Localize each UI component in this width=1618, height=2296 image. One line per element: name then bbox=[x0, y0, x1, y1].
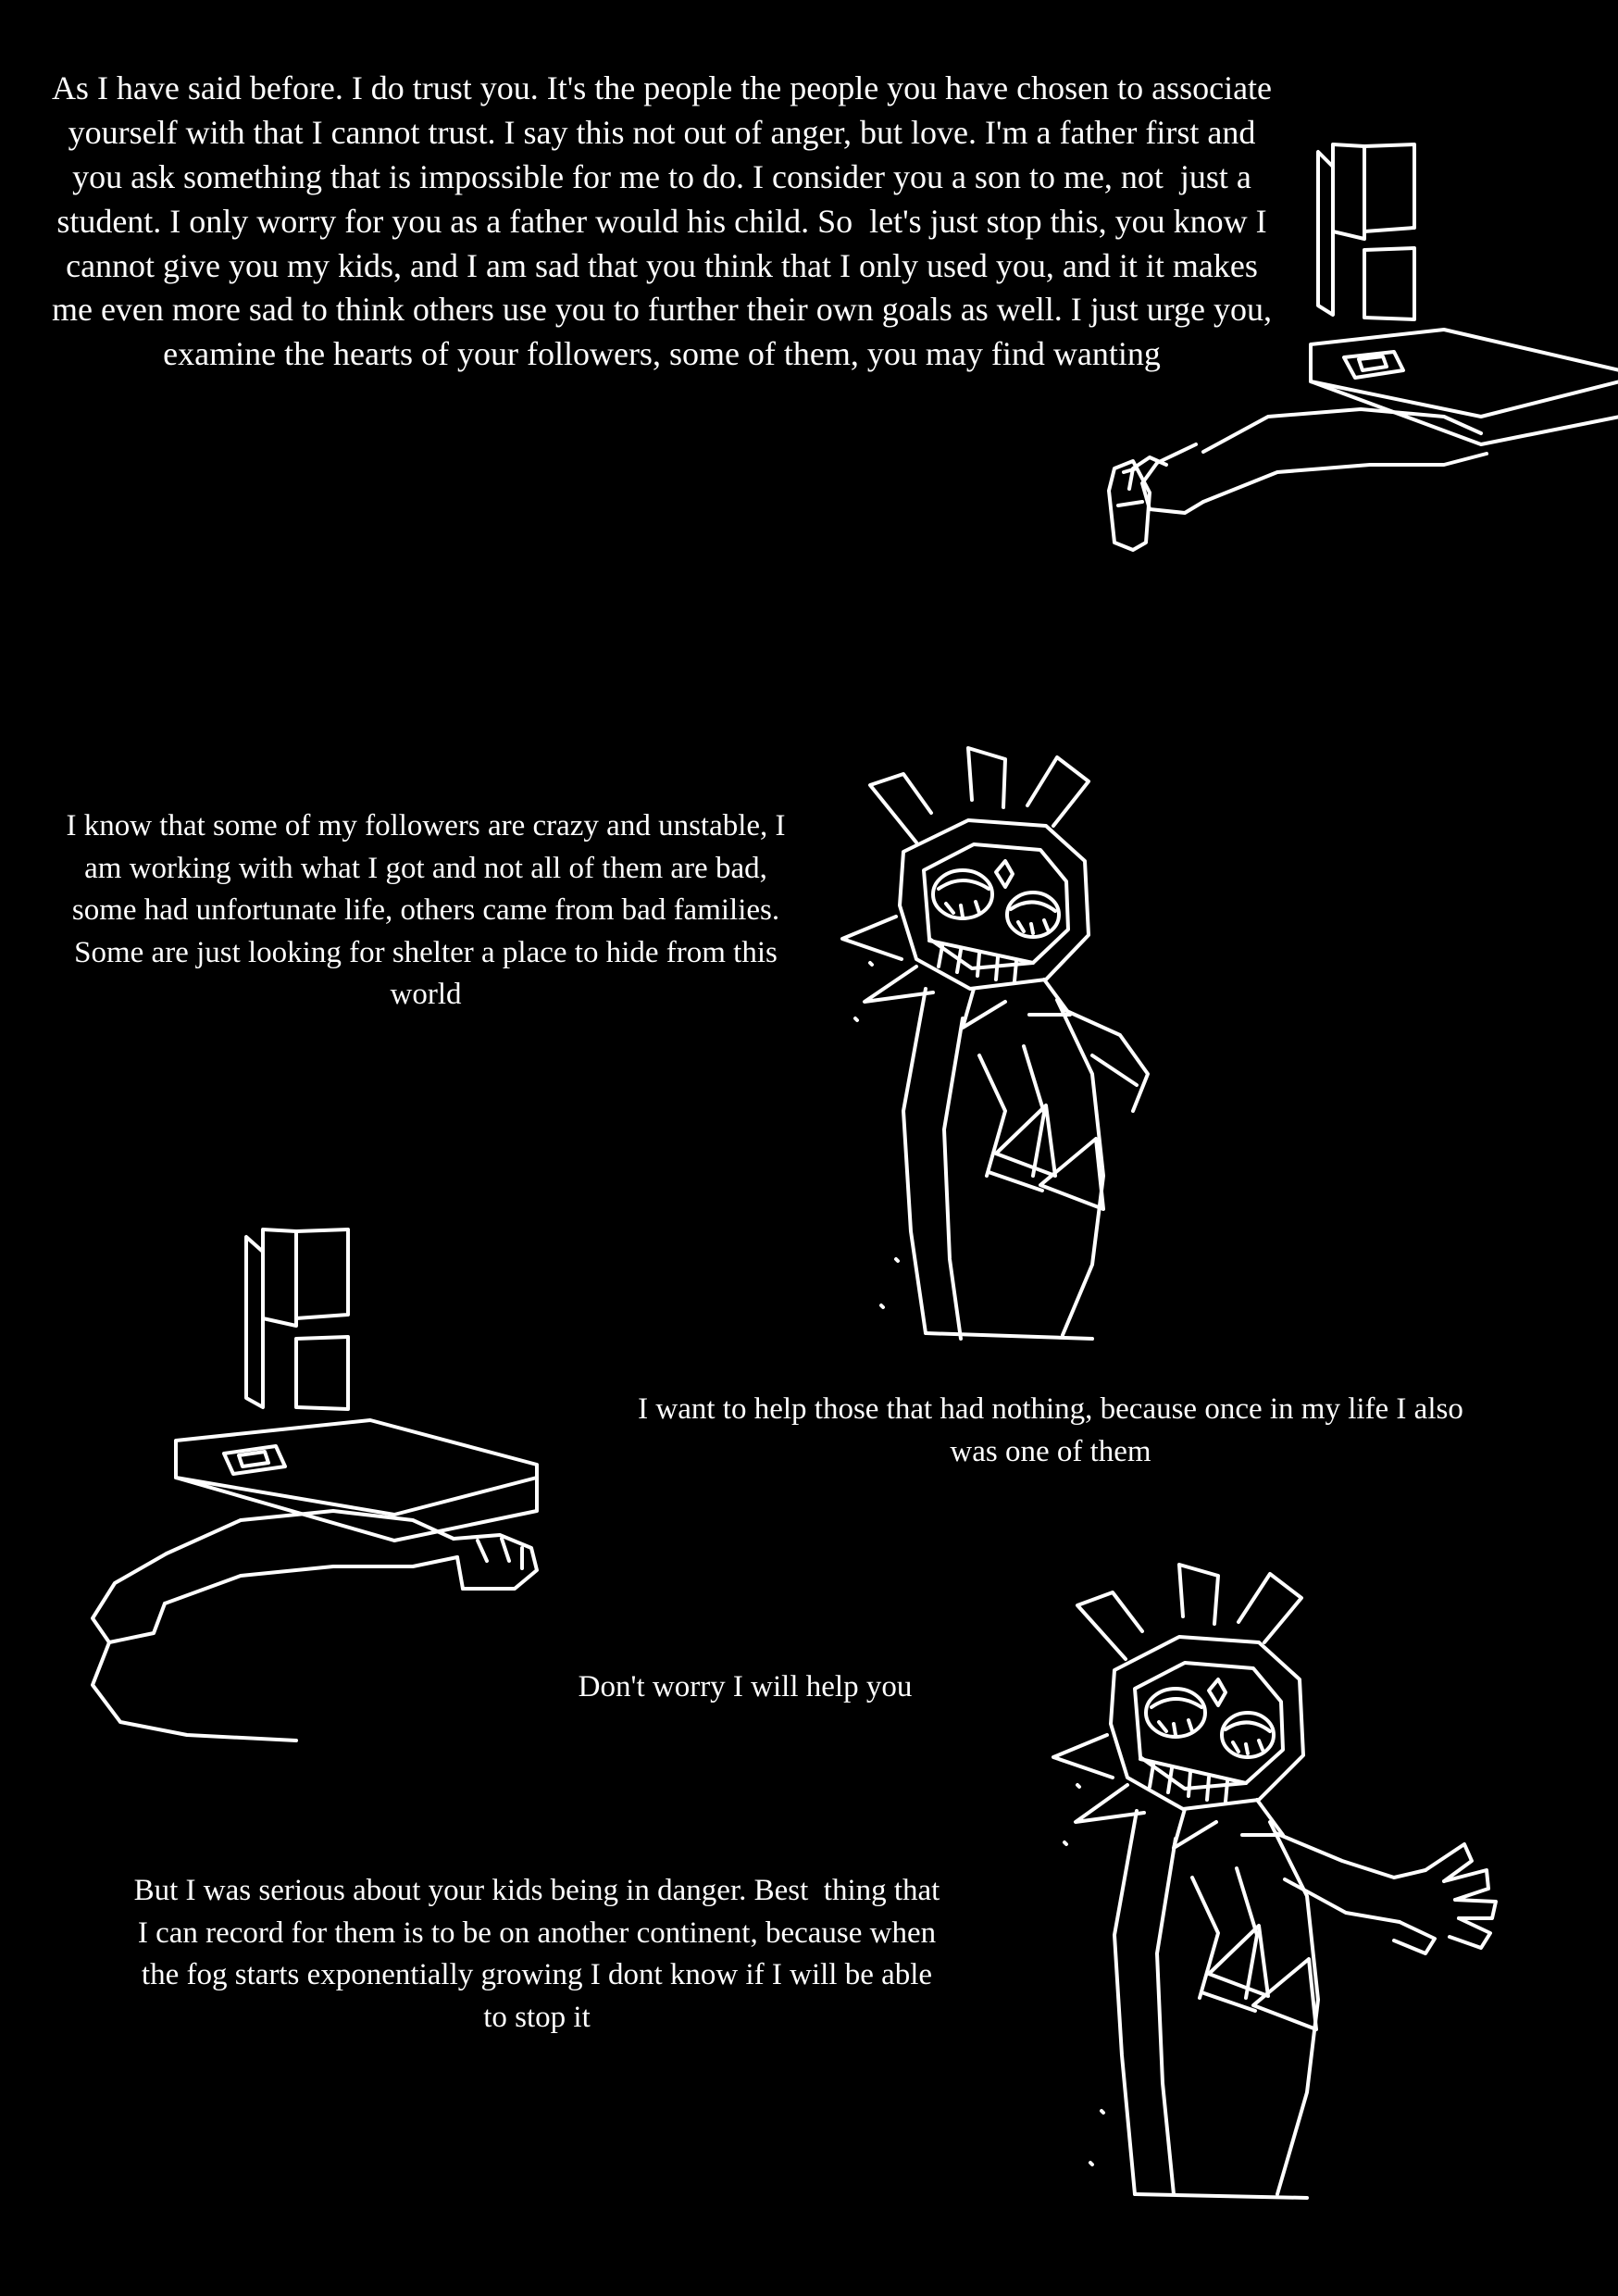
help-speech-text: I want to help those that had nothing, because once in my life I also was one of them bbox=[638, 1392, 1472, 1468]
figure-top-svg bbox=[815, 741, 1296, 1352]
followers-speech-text: I know that some of my followers are crazy and unstable, I am working with what I got and not all of them are bad, some had unfortunate life, others came from bad families. Some are just looking for shelter a place to hide from this world bbox=[66, 809, 793, 1012]
figure-bottom-svg bbox=[1037, 1555, 1527, 2203]
danger-speech-text: But I was serious about your kids being in danger. Best thing that I can record for them is to be on another continent, because when the fog starts exponentially growing I dont know if I will be able to stop it bbox=[133, 1874, 948, 2034]
narration-top-text: As I have said before. I do trust you. It's the people the people you have chosen to associate yourself with that I cannot trust. I say this not out of anger, but love. I'm a father first and you ask something that is impossible for me to do. I consider you a son to me, not just a student. I only worry for you as a father would his child. So let's just stop this, you know I cannot give you my kids, and I am sad that you think that I only used you, and it it makes me even more sad to think others use you to further their own goals as well. I just urge you, examine the hearts of your followers, some of them, you may find wanting bbox=[51, 69, 1281, 373]
desk-and-arm-illustration-top bbox=[1305, 139, 1618, 620]
masked-figure-illustration-top bbox=[815, 741, 1296, 1352]
desk-top-svg bbox=[1305, 139, 1618, 620]
masked-figure-illustration-bottom bbox=[1037, 1555, 1527, 2203]
dontworry-speech-text: Don't worry I will help you bbox=[578, 1670, 913, 1703]
